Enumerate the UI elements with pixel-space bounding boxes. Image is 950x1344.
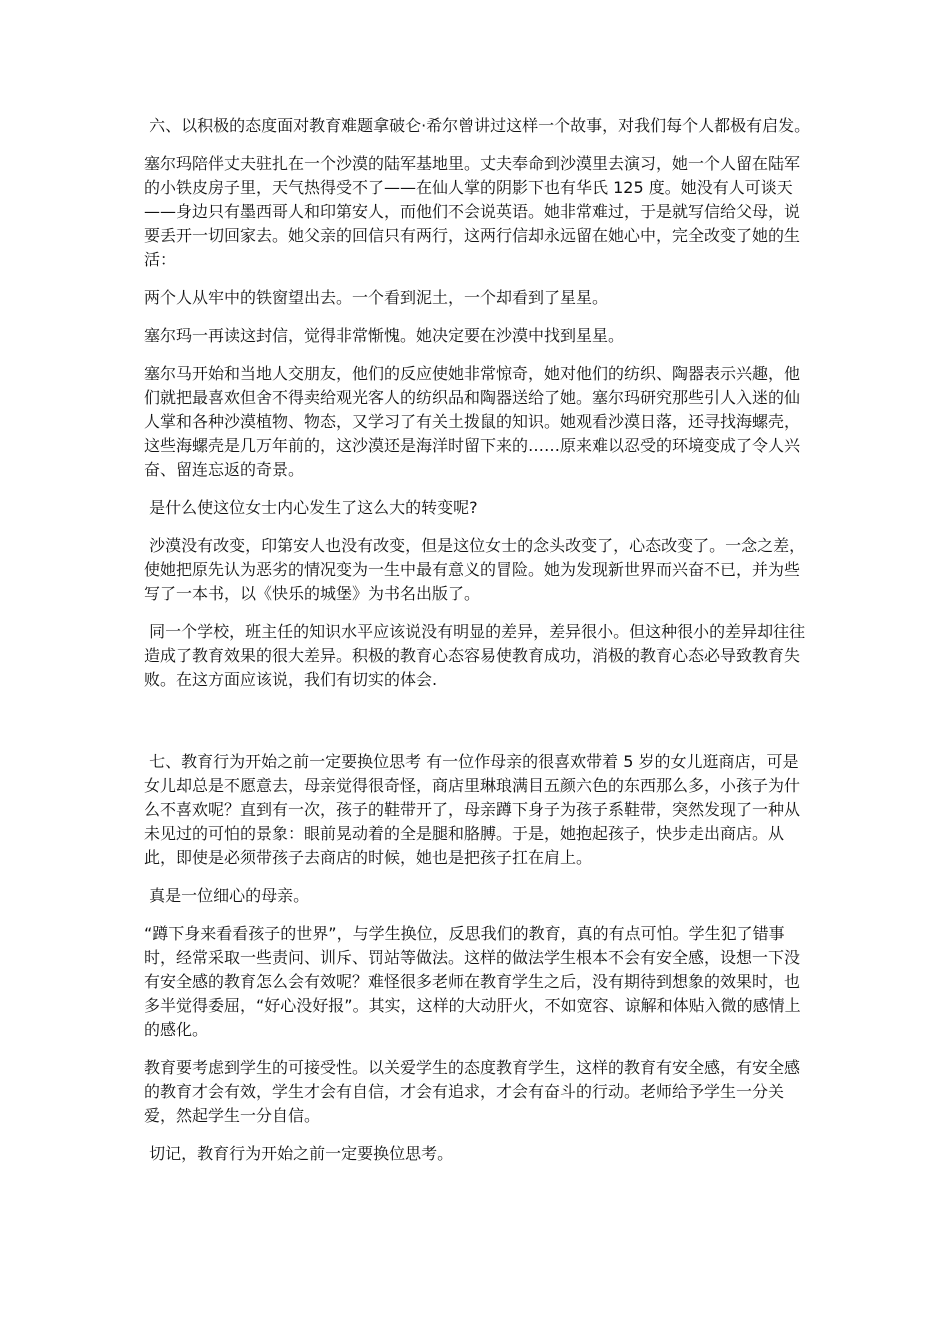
transformation-answer: 沙漠没有改变，印第安人也没有改变，但是这位女士的念头改变了，心态改变了。一念之差，使她把原先认为恶劣的情况变为一生中最有意义的冒险。她为发现新世界而兴奋不已，并为些写了一本书，以《快乐的城堡》为书名出版了。	[144, 536, 806, 603]
section-six-intro: 六、以积极的态度面对教育难题拿破仑·希尔曾讲过这样一个故事，对我们每个人都极有启发。	[144, 116, 811, 135]
document-body	[144, 114, 814, 1180]
mother-remark: 真是一位细心的母亲。	[144, 886, 310, 905]
section-spacer	[144, 706, 814, 750]
section-seven-intro: 七、教育行为开始之前一定要换位思考 有一位作母亲的很喜欢带着 5 岁的女儿逛商店，可是女儿却总是不愿意去，母亲觉得很奇怪，商店里琳琅满目五颜六色的东西那么多，小孩子为什么不喜欢呢？直到有一次，孩子的鞋带开了，母亲蹲下身子为孩子系鞋带，突然发现了一种从未见过的可怕的景象：眼前晃动着的全是腿和胳膊。于是，她抱起孩子，快步走出商店。从此，即使是必须带孩子去商店的时候，她也是把孩子扛在肩上。	[144, 752, 801, 867]
closing-reminder: 切记，教育行为开始之前一定要换位思考。	[144, 1144, 454, 1163]
father-letter-quote: 两个人从牢中的铁窗望出去。一个看到泥土，一个却看到了星星。	[144, 288, 609, 307]
advice-paragraph: 教育要考虑到学生的可接受性。以关爱学生的态度教育学生，这样的教育有安全感，有安全感的教育才会有效，学生才会有自信，才会有追求，才会有奋斗的行动。老师给予学生一分关爱，然起学生一分自信。	[144, 1058, 801, 1125]
selma-story-paragraph: 塞尔玛陪伴丈夫驻扎在一个沙漠的陆军基地里。丈夫奉命到沙漠里去演习，她一个人留在陆军的小铁皮房子里，天气热得受不了——在仙人掌的阴影下也有华氏 125 度。她没有人可谈天——身边只有墨西哥人和印第安人，而他们不会说英语。她非常难过，于是就写信给父母，说要丢开一切回家去。她父亲的回信只有两行，这两行信却永远留在她心中，完全改变了她的生活：	[144, 154, 801, 269]
transformation-question: 是什么使这位女士内心发生了这么大的转变呢?	[144, 498, 478, 517]
selma-reaction-paragraph: 塞尔玛一再读这封信，觉得非常惭愧。她决定要在沙漠中找到星星。	[144, 326, 625, 345]
section-six-conclusion: 同一个学校，班主任的知识水平应该说没有明显的差异，差异很小。但这种很小的差异却往往造成了教育效果的很大差异。积极的教育心态容易使教育成功，消极的教育心态必导致教育失败。在这方面应该说，我们有切实的体会.	[144, 622, 806, 689]
reflection-paragraph: “蹲下身来看看孩子的世界”，与学生换位，反思我们的教育，真的有点可怕。学生犯了错事时，经常采取一些责问、训斥、罚站等做法。这样的做法学生根本不会有安全感，设想一下没有安全感的教育怎么会有效呢？难怪很多老师在教育学生之后，没有期待到想象的效果时，也多半觉得委屈，“好心没好报”。其实，这样的大动肝火，不如宽容、谅解和体贴入微的感情上的感化。	[144, 924, 801, 1039]
selma-change-paragraph: 塞尔马开始和当地人交朋友，他们的反应使她非常惊奇，她对他们的纺织、陶器表示兴趣，他们就把最喜欢但舍不得卖给观光客人的纺织品和陶器送给了她。塞尔玛研究那些引人入迷的仙人掌和各种沙漠植物、物态，又学习了有关土拨鼠的知识。她观看沙漠日落，还寻找海螺壳，这些海螺壳是几万年前的，这沙漠还是海洋时留下来的……原来难以忍受的环境变成了令人兴奋、留连忘返的奇景。	[144, 364, 801, 479]
